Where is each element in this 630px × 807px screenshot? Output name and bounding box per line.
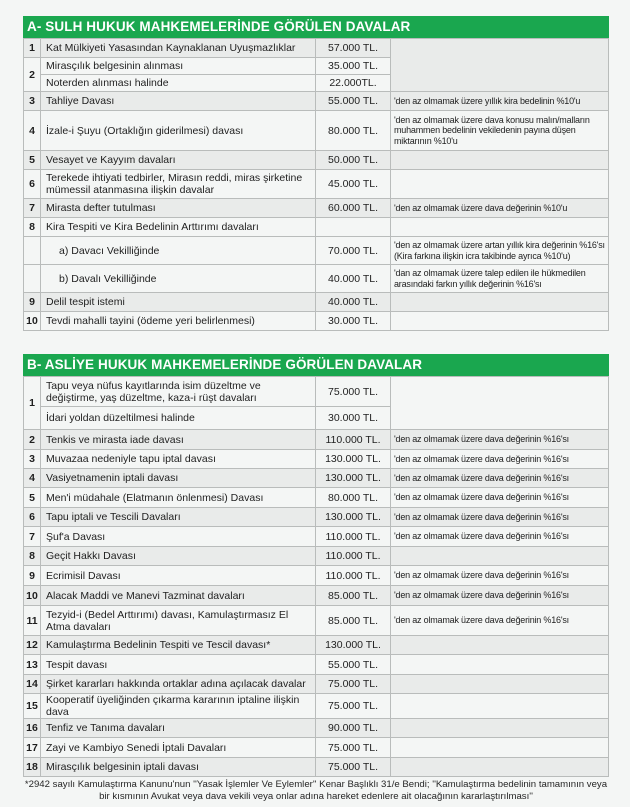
row-description: İdari yoldan düzeltilmesi halinde	[41, 407, 316, 430]
section-a-title: A- SULH HUKUK MAHKEMELERİNDE GÖRÜLEN DAVALAR	[23, 16, 609, 38]
row-note: 'den az olmamak üzere dava değerinin %16'sı	[391, 508, 609, 527]
row-amount: 45.000 TL.	[316, 170, 391, 199]
row-description: Ecrimisil Davası	[41, 566, 316, 586]
row-amount: 75.000 TL.	[316, 758, 391, 777]
row-note	[391, 719, 609, 738]
row-amount: 110.000 TL.	[316, 566, 391, 586]
row-note	[391, 312, 609, 331]
row-amount: 75.000 TL.	[316, 694, 391, 719]
table-row	[24, 527, 609, 547]
row-amount: 80.000 TL.	[316, 111, 391, 151]
row-number: 4	[24, 111, 41, 151]
row-note: 'dan az olmamak üzere talep edilen ile hükmedilen arasındaki farkın yıllık değerinin %16'sı	[391, 265, 609, 293]
table-row	[24, 566, 609, 586]
row-number: 1	[24, 377, 41, 430]
table-row	[24, 694, 609, 719]
row-note	[391, 377, 609, 430]
row-note	[391, 39, 609, 92]
row-number: 3	[24, 450, 41, 469]
table-row	[24, 488, 609, 508]
row-number: 2	[24, 58, 41, 92]
row-description: Tenkis ve mirasta iade davası	[41, 430, 316, 450]
row-description: İzale-i Şuyu (Ortaklığın giderilmesi) davası	[41, 111, 316, 151]
row-note	[391, 655, 609, 675]
row-amount: 30.000 TL.	[316, 312, 391, 331]
table-row	[24, 636, 609, 655]
row-description: Kat Mülkiyeti Yasasından Kaynaklanan Uyuşmazlıklar	[41, 39, 316, 58]
table-row	[24, 430, 609, 450]
section-a-table	[23, 38, 609, 331]
table-row	[24, 237, 609, 265]
table-row	[24, 199, 609, 218]
section-b-table	[23, 376, 609, 777]
row-note: 'den az olmamak üzere dava değerinin %16'sı	[391, 469, 609, 488]
row-description: Şirket kararları hakkında ortaklar adına açılacak davalar	[41, 675, 316, 694]
row-amount: 70.000 TL.	[316, 237, 391, 265]
row-description: Şuf'a Davası	[41, 527, 316, 547]
section-a	[23, 16, 609, 331]
row-amount: 85.000 TL.	[316, 606, 391, 636]
row-amount: 110.000 TL.	[316, 430, 391, 450]
row-note	[391, 675, 609, 694]
row-number: 4	[24, 469, 41, 488]
row-number: 11	[24, 606, 41, 636]
table-row	[24, 39, 609, 58]
table-row	[24, 377, 609, 407]
row-note: 'den az olmamak üzere dava değerinin %16'sı	[391, 488, 609, 508]
row-note	[391, 694, 609, 719]
table-row	[24, 293, 609, 312]
row-note	[391, 547, 609, 566]
row-number: 16	[24, 719, 41, 738]
row-description: Vesayet ve Kayyım davaları	[41, 151, 316, 170]
table-row	[24, 508, 609, 527]
row-number: 13	[24, 655, 41, 675]
table-row	[24, 111, 609, 151]
row-amount: 110.000 TL.	[316, 547, 391, 566]
row-description: Mirasta defter tutulması	[41, 199, 316, 218]
table-row	[24, 170, 609, 199]
section-b	[23, 354, 609, 777]
row-description: Zayi ve Kambiyo Senedi İptali Davaları	[41, 738, 316, 758]
row-description: Muvazaa nedeniyle tapu iptal davası	[41, 450, 316, 469]
row-amount: 75.000 TL.	[316, 738, 391, 758]
row-description: Alacak Maddi ve Manevi Tazminat davaları	[41, 586, 316, 606]
row-note	[391, 218, 609, 237]
row-number	[24, 265, 41, 293]
row-amount: 22.000TL.	[316, 75, 391, 92]
table-row	[24, 719, 609, 738]
row-description: Kooperatif üyeliğinden çıkarma kararının iptaline ilişkin dava	[41, 694, 316, 719]
row-description: Tespit davası	[41, 655, 316, 675]
row-amount: 60.000 TL.	[316, 199, 391, 218]
row-note: 'den az olmamak üzere dava değerinin %16'sı	[391, 527, 609, 547]
row-amount: 30.000 TL.	[316, 407, 391, 430]
row-amount: 130.000 TL.	[316, 450, 391, 469]
row-number: 9	[24, 566, 41, 586]
row-description: Tahliye Davası	[41, 92, 316, 111]
table-row	[24, 758, 609, 777]
row-description: Delil tespit istemi	[41, 293, 316, 312]
table-row	[24, 469, 609, 488]
row-number: 6	[24, 170, 41, 199]
row-number: 18	[24, 758, 41, 777]
row-description: Men'i müdahale (Elatmanın önlenmesi) Davası	[41, 488, 316, 508]
row-note: 'den az olmamak üzere dava değerinin %16'sı	[391, 430, 609, 450]
row-amount: 75.000 TL.	[316, 675, 391, 694]
row-note: 'den az olmamak üzere yıllık kira bedelinin %10'u	[391, 92, 609, 111]
row-number: 8	[24, 218, 41, 237]
row-note	[391, 738, 609, 758]
row-amount: 90.000 TL.	[316, 719, 391, 738]
row-description: a) Davacı Vekilliğinde	[41, 237, 316, 265]
row-amount	[316, 218, 391, 237]
row-number: 8	[24, 547, 41, 566]
row-amount: 55.000 TL.	[316, 655, 391, 675]
row-description: Tezyid-i (Bedel Arttırımı) davası, Kamulaştırmasız El Atma davaları	[41, 606, 316, 636]
row-note	[391, 170, 609, 199]
table-row	[24, 312, 609, 331]
row-number: 10	[24, 586, 41, 606]
footnote: *2942 sayılı Kamulaştırma Kanunu'nun ''Yasak İşlemler Ve Eylemler'' Kenar Başlıklı 31/e Bendi; ''Kamulaştırma bedelinin tamamının veya bir kısmının Avukat veya dava vekili veya onlar adına hareket edenlere ait olacağının kararlaştırılması''	[24, 779, 608, 802]
section-b-title: B- ASLİYE HUKUK MAHKEMELERİNDE GÖRÜLEN DAVALAR	[23, 354, 609, 376]
row-number: 7	[24, 527, 41, 547]
row-amount: 80.000 TL.	[316, 488, 391, 508]
row-amount: 130.000 TL.	[316, 636, 391, 655]
row-amount: 57.000 TL.	[316, 39, 391, 58]
row-number: 1	[24, 39, 41, 58]
row-amount: 35.000 TL.	[316, 58, 391, 75]
row-amount: 130.000 TL.	[316, 508, 391, 527]
table-row	[24, 547, 609, 566]
row-description: Tapu iptali ve Tescili Davaları	[41, 508, 316, 527]
row-description: b) Davalı Vekilliğinde	[41, 265, 316, 293]
row-note	[391, 636, 609, 655]
row-amount: 110.000 TL.	[316, 527, 391, 547]
row-note: 'den az olmamak üzere dava değerinin %16'sı	[391, 566, 609, 586]
row-number	[24, 237, 41, 265]
table-row	[24, 151, 609, 170]
table-row	[24, 586, 609, 606]
row-number: 3	[24, 92, 41, 111]
row-number: 2	[24, 430, 41, 450]
row-description: Mirasçılık belgesinin alınması	[41, 58, 316, 75]
row-number: 5	[24, 151, 41, 170]
row-note: 'den az olmamak üzere dava değerinin %16'sı	[391, 586, 609, 606]
row-number: 17	[24, 738, 41, 758]
table-row	[24, 606, 609, 636]
row-amount: 55.000 TL.	[316, 92, 391, 111]
row-note: 'den az olmamak üzere dava değerinin %10'u	[391, 199, 609, 218]
row-description: Kamulaştırma Bedelinin Tespiti ve Tescil davası*	[41, 636, 316, 655]
table-row	[24, 265, 609, 293]
table-row	[24, 92, 609, 111]
row-number: 7	[24, 199, 41, 218]
row-amount: 75.000 TL.	[316, 377, 391, 407]
row-description: Tapu veya nüfus kayıtlarında isim düzeltme ve değiştirme, yaş düzeltme, kaza-i rüşt davaları	[41, 377, 316, 407]
row-amount: 130.000 TL.	[316, 469, 391, 488]
row-description: Mirasçılık belgesinin iptali davası	[41, 758, 316, 777]
row-description: Geçit Hakkı Davası	[41, 547, 316, 566]
row-amount: 40.000 TL.	[316, 265, 391, 293]
row-description: Tenfiz ve Tanıma davaları	[41, 719, 316, 738]
row-amount: 40.000 TL.	[316, 293, 391, 312]
row-note: 'den az olmamak üzere artan yıllık kira değerinin %16'sı (Kira farkına ilişkin icra takibinde ayrıca %10'u)	[391, 237, 609, 265]
row-number: 12	[24, 636, 41, 655]
row-description: Vasiyetnamenin iptali davası	[41, 469, 316, 488]
row-description: Terekede ihtiyati tedbirler, Mirasın reddi, miras şirketine mümessil atanmasına ilişkin davalar	[41, 170, 316, 199]
row-note: 'den az olmamak üzere dava konusu malın/malların muhammen bedelinin vekiledenin payına düşen miktarının %10'u	[391, 111, 609, 151]
row-description: Kira Tespiti ve Kira Bedelinin Arttırımı davaları	[41, 218, 316, 237]
row-description: Tevdi mahalli tayini (ödeme yeri belirlenmesi)	[41, 312, 316, 331]
row-amount: 50.000 TL.	[316, 151, 391, 170]
row-number: 6	[24, 508, 41, 527]
row-amount: 85.000 TL.	[316, 586, 391, 606]
row-number: 15	[24, 694, 41, 719]
row-note	[391, 293, 609, 312]
table-row	[24, 218, 609, 237]
row-note: 'den az olmamak üzere dava değerinin %16'sı	[391, 450, 609, 469]
row-number: 10	[24, 312, 41, 331]
row-note	[391, 151, 609, 170]
table-row	[24, 738, 609, 758]
row-note	[391, 758, 609, 777]
row-number: 9	[24, 293, 41, 312]
table-row	[24, 655, 609, 675]
row-description: Noterden alınması halinde	[41, 75, 316, 92]
table-row	[24, 675, 609, 694]
row-note: 'den az olmamak üzere dava değerinin %16'sı	[391, 606, 609, 636]
row-number: 5	[24, 488, 41, 508]
row-number: 14	[24, 675, 41, 694]
table-row	[24, 450, 609, 469]
